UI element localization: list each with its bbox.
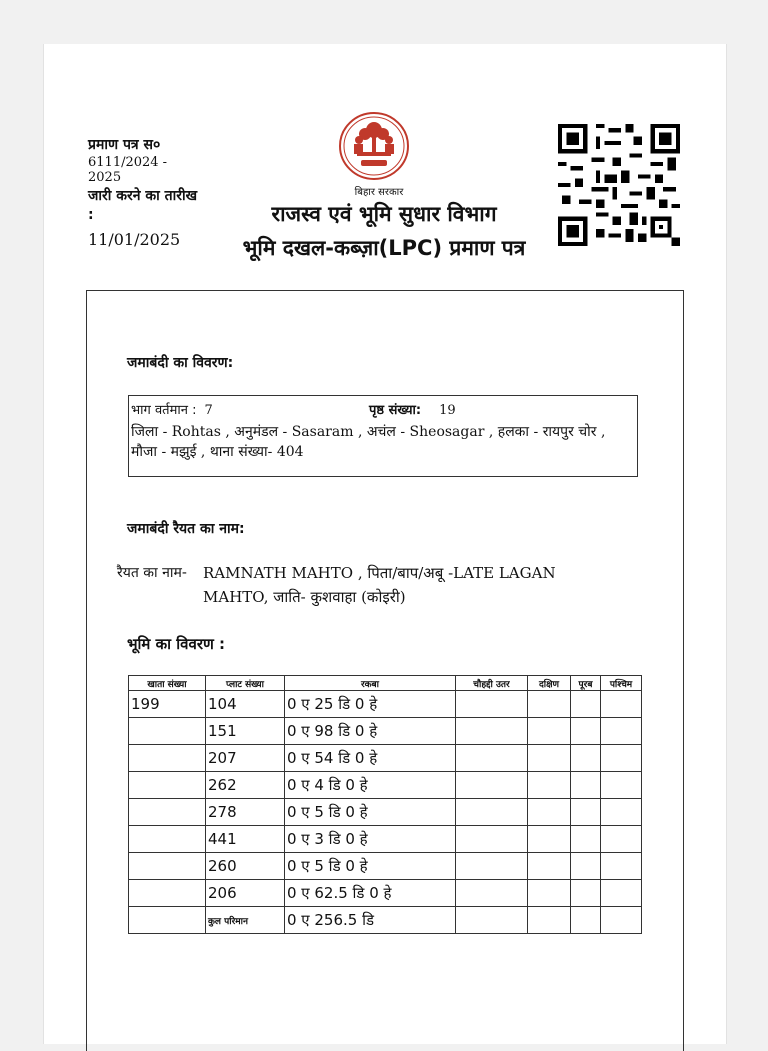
khata-cell (129, 880, 206, 907)
column-header: पूरब (571, 676, 601, 691)
department-name: राजस्व एवं भूमि सुधार विभाग (271, 202, 497, 226)
khata-cell (129, 853, 206, 880)
jamabandi-heading: जमाबंदी का विवरण: (127, 355, 234, 371)
certificate-body (86, 290, 684, 1051)
land-heading: भूमि का विवरण : (127, 635, 226, 653)
plot-cell: 151 (206, 718, 285, 745)
table-row (129, 853, 642, 880)
bhag-value: 7 (204, 403, 213, 418)
location-text: जिला - Rohtas , अनुमंडल - Sasaram , अचंल - Sheosagar , हलका - रायपुर चोर , मौजा - मझुई , थाना संख्या- 404 (131, 424, 606, 460)
column-header: चौहद्दी उतर (456, 676, 528, 691)
table-row (129, 772, 642, 799)
certificate-meta (88, 136, 198, 251)
page-no-label: पृष्ठ संख्या: (369, 403, 422, 418)
plot-cell: 278 (206, 799, 285, 826)
table-header-row (129, 676, 642, 691)
document-title: भूमि दखल-कब्ज़ा(LPC) प्रमाण पत्र (242, 236, 526, 260)
khata-cell (129, 772, 206, 799)
page-no-value: 19 (439, 403, 456, 418)
plot-cell: 262 (206, 772, 285, 799)
khata-cell (129, 745, 206, 772)
raiyat-value: RAMNATH MAHTO , पिता/बाप/अबू -LATE LAGAN MAHTO, जाति- कुशवाहा (कोइरी) (203, 564, 556, 606)
khata-cell: 199 (129, 691, 206, 718)
table-row (129, 799, 642, 826)
area-cell: 0 ए 62.5 डि 0 हे (285, 880, 456, 907)
total-label: कुल परिमान (206, 907, 285, 934)
bihar-emblem-icon (337, 110, 411, 182)
table-row (129, 745, 642, 772)
total-area: 0 ए 256.5 डि (285, 907, 456, 934)
plot-cell: 104 (206, 691, 285, 718)
issue-date-label: जारी करने का तारीख : (88, 188, 198, 223)
area-cell: 0 ए 5 डि 0 हे (285, 853, 456, 880)
table-row (129, 718, 642, 745)
area-cell: 0 ए 5 डि 0 हे (285, 799, 456, 826)
area-cell: 0 ए 3 डि 0 हे (285, 826, 456, 853)
area-cell: 0 ए 25 डि 0 हे (285, 691, 456, 718)
issue-date: 11/01/2025 (88, 230, 181, 249)
raiyat-label: रैयत का नाम- (117, 565, 187, 581)
area-cell: 0 ए 98 डि 0 हे (285, 718, 456, 745)
khata-cell (129, 826, 206, 853)
column-header: रकबा (285, 676, 456, 691)
plot-cell: 206 (206, 880, 285, 907)
land-details-table (128, 675, 642, 934)
jamabandi-details-box (128, 395, 638, 477)
column-header: पश्चिम (601, 676, 642, 691)
table-row (129, 826, 642, 853)
khata-cell (129, 799, 206, 826)
table-row (129, 880, 642, 907)
certificate-no: 6111/2024 - 2025 (88, 155, 168, 185)
table-row (129, 691, 642, 718)
column-header: दक्षिण (528, 676, 571, 691)
column-header: प्लाट संख्या (206, 676, 285, 691)
qr-code-icon (558, 124, 680, 246)
plot-cell: 260 (206, 853, 285, 880)
khata-cell (129, 718, 206, 745)
bhag-label: भाग वर्तमान : (131, 403, 197, 418)
certificate-no-label: प्रमाण पत्र स० (88, 137, 161, 153)
document-page (43, 44, 727, 1044)
area-cell: 0 ए 4 डि 0 हे (285, 772, 456, 799)
column-header: खाता संख्या (129, 676, 206, 691)
emblem-caption: बिहार सरकार (354, 187, 404, 198)
raiyat-heading: जमाबंदी रैयत का नाम: (127, 521, 245, 537)
table-total-row (129, 907, 642, 934)
plot-cell: 441 (206, 826, 285, 853)
plot-cell: 207 (206, 745, 285, 772)
area-cell: 0 ए 54 डि 0 हे (285, 745, 456, 772)
